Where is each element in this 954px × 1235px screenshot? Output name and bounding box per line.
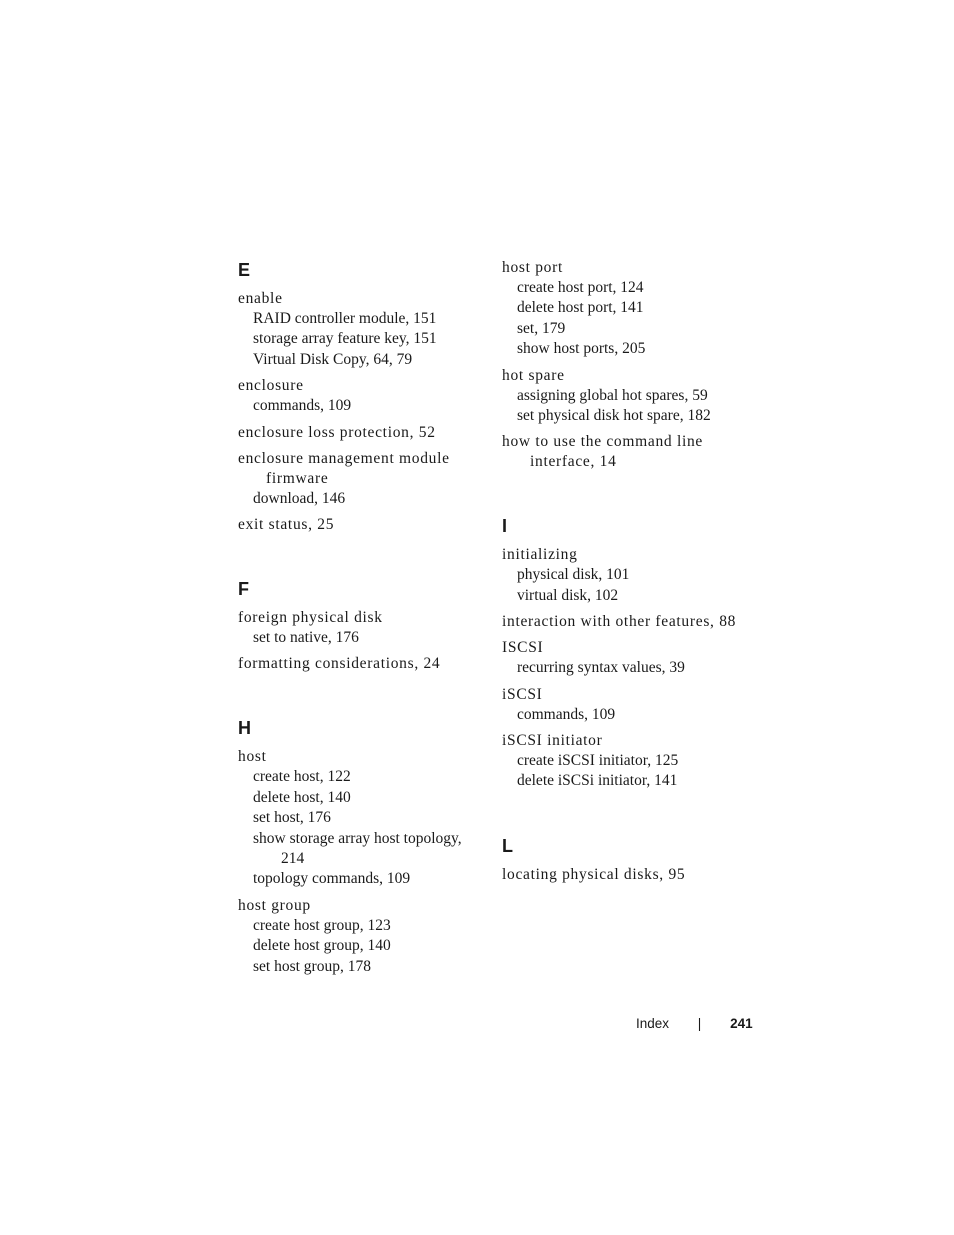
footer-section-label: Index <box>636 1016 670 1031</box>
index-term: hot spare <box>502 366 565 384</box>
index-term: iSCSI <box>502 685 543 703</box>
index-term: host <box>238 748 267 766</box>
index-term: initializing <box>502 546 578 564</box>
section-letter: E <box>238 260 251 280</box>
index-entry <box>502 638 742 678</box>
index-term: formatting considerations, 24 <box>238 655 441 673</box>
index-subentry: physical disk, 101 <box>517 566 630 584</box>
index-entry <box>502 545 742 606</box>
index-subentry: assigning global hot spares, 59 <box>517 386 708 404</box>
section-letter: F <box>238 579 249 600</box>
footer-divider: | <box>697 1016 702 1031</box>
index-subentry: Virtual Disk Copy, 64, 79 <box>253 350 413 368</box>
page-footer <box>636 1015 753 1033</box>
index-section <box>502 834 742 885</box>
index-term: host port <box>502 259 563 276</box>
index-subentry: RAID controller module, 151 <box>253 310 437 327</box>
index-subentry: show storage array host topology, 214 <box>253 829 462 868</box>
index-subentry: create iSCSI initiator, 125 <box>517 752 679 770</box>
index-subentry: delete host, 140 <box>253 788 351 806</box>
index-subentry: create host, 122 <box>253 768 351 786</box>
index-subentry: set physical disk hot spare, 182 <box>517 407 711 425</box>
index-subentry: set to native, 176 <box>253 629 359 647</box>
page-number: 241 <box>730 1016 753 1031</box>
index-subentry: commands, 109 <box>253 397 352 415</box>
index-column-right <box>502 258 742 927</box>
index-entry <box>238 654 478 674</box>
index-entry <box>238 608 478 648</box>
index-term: ISCSI <box>502 639 544 657</box>
index-entry <box>502 258 742 360</box>
index-entry <box>502 366 742 427</box>
index-section <box>238 577 478 674</box>
index-subentry: delete iSCSi initiator, 141 <box>517 772 678 790</box>
index-term: foreign physical disk <box>238 609 383 627</box>
index-term: enable <box>238 290 283 307</box>
index-term: iSCSI initiator <box>502 732 603 750</box>
index-subentry: set host group, 178 <box>253 957 371 975</box>
index-subentry: storage array feature key, 151 <box>253 330 437 348</box>
index-subentry: download, 146 <box>253 489 346 507</box>
index-entry <box>238 449 478 509</box>
index-subentry: commands, 109 <box>517 705 616 723</box>
index-term: enclosure management module firmware <box>238 449 450 487</box>
index-section <box>238 258 478 535</box>
index-entry <box>502 432 742 472</box>
index-entry <box>238 423 478 443</box>
index-term: exit status, 25 <box>238 516 335 534</box>
section-letter: L <box>502 835 513 856</box>
index-section <box>502 258 742 472</box>
index-subentry: create host port, 124 <box>517 279 644 296</box>
index-term: enclosure loss protection, 52 <box>238 423 436 441</box>
index-entry <box>502 865 742 885</box>
index-subentry: set, 179 <box>517 319 566 337</box>
index-entry <box>502 612 742 632</box>
index-entry <box>502 731 742 792</box>
index-column-left <box>238 258 478 1019</box>
index-subentry: delete host group, 140 <box>253 937 391 955</box>
section-letter: H <box>238 718 251 739</box>
index-subentry: create host group, 123 <box>253 916 391 934</box>
index-entry <box>238 896 478 977</box>
index-entry <box>238 515 478 535</box>
section-letter: I <box>502 516 508 537</box>
index-entry <box>238 289 478 370</box>
index-subentry: recurring syntax values, 39 <box>517 659 685 677</box>
index-section <box>238 716 478 977</box>
index-term: interaction with other features, 88 <box>502 613 737 631</box>
index-subentry: show host ports, 205 <box>517 340 646 358</box>
index-term: host group <box>238 896 311 914</box>
index-term: enclosure <box>238 377 304 395</box>
index-section <box>502 514 742 791</box>
index-term: how to use the command line interface, 14 <box>502 433 703 471</box>
index-entry <box>238 376 478 416</box>
index-term: locating physical disks, 95 <box>502 865 686 883</box>
index-entry <box>502 685 742 725</box>
index-subentry: topology commands, 109 <box>253 870 411 888</box>
index-subentry: virtual disk, 102 <box>517 586 619 604</box>
index-subentry: set host, 176 <box>253 809 331 827</box>
index-entry <box>238 747 478 889</box>
index-subentry: delete host port, 141 <box>517 299 644 317</box>
